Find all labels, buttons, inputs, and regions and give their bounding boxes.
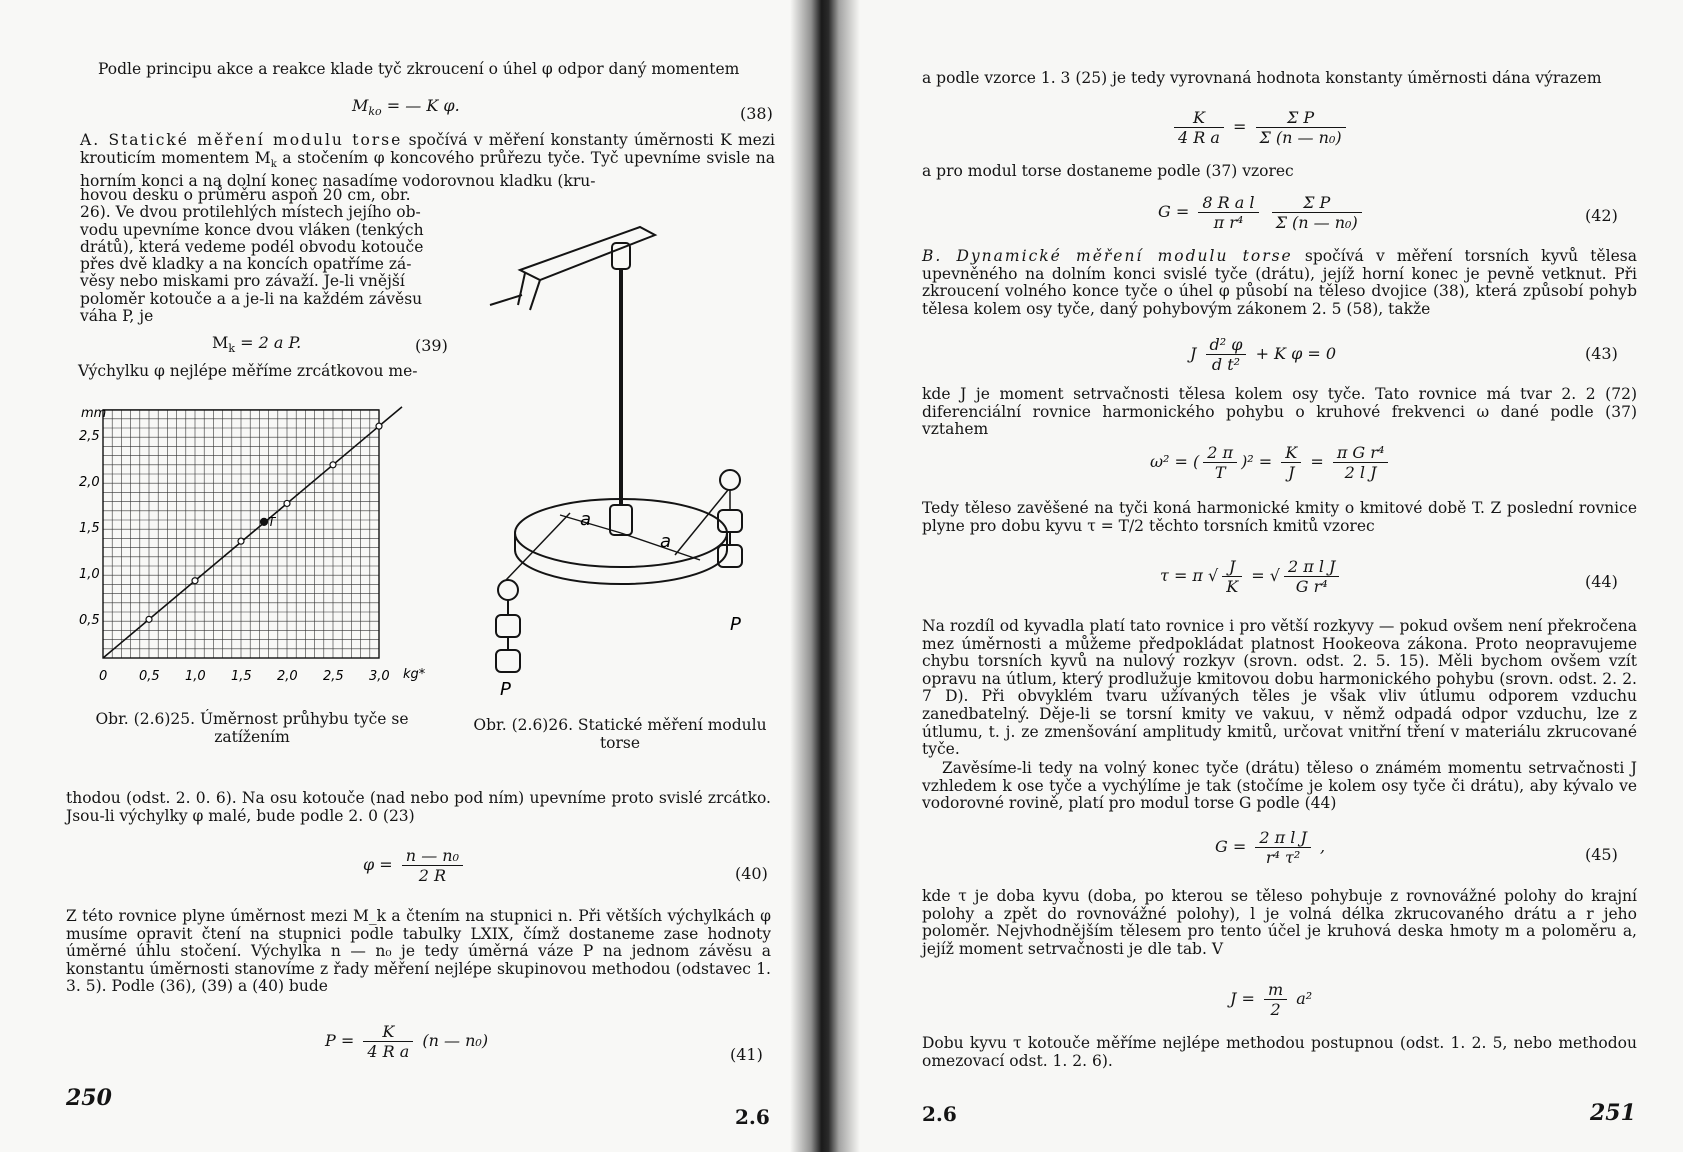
y-tick: 2,0 [79, 475, 100, 490]
data-point [192, 578, 198, 584]
radius-label-a: a [580, 509, 592, 530]
column-line: přes dvě kladky a na koncích opatříme zá- [80, 255, 412, 274]
figure-26-caption: Obr. (2.6)26. Statické měření modulu torse [473, 716, 767, 752]
right-page [820, 0, 1683, 1152]
x-tick: 0 [99, 669, 108, 684]
bracket-arm [518, 273, 525, 305]
equation-41: P = $\frac{K}{\text{4 R a}}$ (n — n₀) [325, 1022, 489, 1061]
pulley-left [498, 580, 518, 600]
equation-42-number: (42) [1585, 206, 1618, 225]
equation-39-number: (39) [415, 336, 448, 355]
section-number-left: 2.6 [735, 1105, 770, 1129]
y-tick: 2,5 [79, 429, 100, 444]
graph-points [103, 407, 402, 658]
weight-left-2 [496, 650, 520, 672]
paragraph-kde-J: kde J je moment setrvačnosti tělesa kolem osy tyče. Tato rovnice má tvar 2. 2 (72) diferenciální rovnice harmonického pohybu o kruhové frekvenci ω dané podle (37) vztahem [922, 385, 1637, 439]
column-line: váha P, je [80, 307, 154, 326]
paragraph-zavesime: Zavěsíme-li tedy na volný konec tyče (drátu) těleso o známém momentu setrvačnosti J vzhledem k ose tyče a vychýlíme je tak (stočíme je kolem osy tyče či drátu), aby kývalo ve vodorovné rovině, platí pro modul torse G podle (44) [922, 759, 1637, 813]
x-tick: 1,5 [231, 669, 252, 684]
torsion-apparatus-figure [470, 215, 770, 700]
x-tick: 3,0 [369, 669, 390, 684]
paragraph-intro: Podle principu akce a reakce klade tyč zkroucení o úhel φ odpor daný momentem [98, 60, 740, 78]
equation-39: $M_k = 2$ a P. [212, 333, 302, 356]
data-point [330, 462, 336, 468]
equation-43: J $\frac{\text{d² φ}}{\text{d t²}}$ + K φ = 0 [1190, 335, 1337, 374]
data-point [238, 538, 244, 544]
equation-45: G = $\frac{\text{2 π l J}}{\text{r⁴ τ²}}$ , [1215, 828, 1326, 867]
paragraph-modul-torse: a pro modul torse dostaneme podle (37) vzorec [922, 162, 1294, 180]
equation-omega: ω² = ( $\frac{2 \pi}{T}$ )² = $\frac{K}{J}$ = $\frac{\text{π G r⁴}}{\text{2 l J}}$ [1150, 443, 1392, 482]
x-tick: 2,0 [277, 669, 298, 684]
equation-38: $M_{ko}$ = — K φ. [352, 96, 460, 119]
data-point [376, 423, 382, 429]
equation-38-number: (38) [740, 104, 773, 123]
column-line: hovou desku o průměru aspoň 20 cm, obr. [80, 186, 411, 204]
equation-41-number: (41) [730, 1045, 763, 1064]
column-line: 26). Ve dvou protilehlých místech jejího ob- [80, 203, 421, 222]
y-unit-label: mm [81, 406, 107, 421]
equation-44-number: (44) [1585, 572, 1618, 591]
wall-bracket [520, 227, 655, 280]
weight-left-1 [496, 615, 520, 637]
figure-25-caption: Obr. (2.6)25. Úměrnost průhybu tyče se zatížením [95, 710, 409, 746]
data-point [146, 616, 152, 622]
paragraph-podle-vzorce: a podle vzorce 1. 3 (25) je tedy vyrovnaná hodnota konstanty úměrnosti dána výrazem [922, 69, 1602, 87]
column-line: poloměr kotouče a a je-li na každém závěsu [80, 289, 423, 308]
column-line: vodu upevníme konce dvou vláken (tenkých [80, 220, 424, 239]
paragraph-thodou: thodou (odst. 2. 0. 6). Na osu kotouče (nad nebo pod ním) upevníme proto svislé zrcátko. Jsou-li výchylky φ malé, bude podle 2. 0 (23) [66, 789, 771, 825]
equation-43-number: (43) [1585, 344, 1618, 363]
weight-label-P: P [730, 614, 741, 635]
equation-J: J = $\frac{m}{2}$ a² [1230, 980, 1313, 1019]
paragraph-B: B. Dynamické měření modulu torse spočívá v měření torsních kyvů tělesa upevněného na dolním konci svislé tyče (drátu), jejíž horní konec je pevně vetknut. Při zkroucení volného konce tyče o úhel φ působí na těleso dvojice (38), která způsobí pohyb tělesa kolem osy tyče, daný pohybovým zákonem 2. 5 (58), takže [922, 247, 1637, 318]
point-label-T: T [268, 515, 276, 529]
paragraph-z-teto: Z této rovnice plyne úměrnost mezi M_k a čtením na stupnici n. Při větších výchylkách φ musíme opravit čtení na stupnici podle tabulky LXIX, čímž dostaneme zase hodnoty úměrné úhlu stočení. Výchylka n — n₀ je tedy úměrná váze P na jednom závěsu a konstantu úměrnosti stanovíme z řady měření nejlépe skupinovou methodou (odstavec 1. 3. 5). Podle (36), (39) a (40) bude [66, 907, 771, 996]
x-unit-label: kg* [403, 667, 426, 682]
y-tick: 0,5 [79, 613, 100, 628]
equation-40: φ = $\frac{\text{n — n₀}}{2 R}$ [363, 846, 467, 885]
graph-grid [103, 410, 379, 658]
x-tick: 1,0 [185, 669, 206, 684]
paragraph-dobu-kyvu: Dobu kyvu τ kotouče měříme nejlépe methodou postupnou (odst. 1. 2. 5, nebo methodou omezovací odst. 1. 2. 6). [922, 1034, 1637, 1070]
data-point [284, 500, 290, 506]
pulley-right [720, 470, 740, 490]
left-page [0, 0, 820, 1152]
x-tick: 0,5 [139, 669, 160, 684]
equation-45-number: (45) [1585, 845, 1618, 864]
y-tick: 1,0 [79, 567, 100, 582]
weight-right-2 [718, 545, 742, 567]
x-tick: 2,5 [323, 669, 344, 684]
page-number-right: 251 [1590, 1100, 1636, 1126]
section-number-right: 2.6 [922, 1102, 957, 1126]
equation-42: G = $\frac{\text{8 R a l}}{\text{π r⁴}}$ $\frac{\text{Σ P}}{\text{Σ (n — n₀)}}$ [1158, 193, 1366, 232]
paragraph-kde-tau: kde τ je doba kyvu (doba, po kterou se těleso pohybuje z rovnovážné polohy do krajní polohy a zpět do rovnovážné polohy), l je volná délka zkrucovaného drátu a r jeho poloměr. Nejvhodnějším tělesem pro tento účel je kruhová deska hmoty m a poloměru a, jejíž moment setrvačnosti je dle tab. V [922, 887, 1637, 958]
paragraph-tedy-teleso: Tedy těleso zavěšené na tyči koná harmonické kmity o kmitové době T. Z poslední rovnice plyne pro dobu kyvu τ = T/2 těchto torsních kmitů vzorec [922, 499, 1637, 535]
equation-44: τ = π √ $\frac{J}{K}$ = √ $\frac{\text{2 π l J}}{\text{G r⁴}}$ [1160, 557, 1343, 596]
equation-K-ratio: $\frac{K}{\text{4 R a}}$ = $\frac{\text{Σ P}}{\text{Σ (n — n₀)}}$ [1170, 108, 1350, 147]
y-tick: 1,5 [79, 521, 100, 536]
book-gutter [790, 0, 860, 1152]
weight-label-P: P [500, 679, 511, 700]
radius-label-a: a [660, 531, 672, 552]
column-line: věsy nebo miskami pro závaží. Je-li vnější [80, 272, 405, 291]
data-point [261, 518, 268, 525]
equation-40-number: (40) [735, 864, 768, 883]
page-number-left: 250 [66, 1085, 112, 1111]
paragraph-na-rozdil: Na rozdíl od kyvadla platí tato rovnice i pro větší rozkyvy — pokud ovšem není překročena mez úměrnosti a můžeme předpokládat platnost Hookeova zákona. Proto neopravujeme chybu torsních kyvů na nulový rozkyv (srovn. odst. 2. 5. 15). Měli bychom ovšem vzít opravu na útlum, který prodlužuje kmitovou dobu harmonického pohybu (srovn. odst. 2. 2. 7 D). Při obvyklém tvaru užívaných těles je však vliv útlumu odporem vzduchu zanedbatelný. Děje-li se torsní kmity ve vakuu, v němž odpadá odpor vzduchu, lze z útlumu, t. j. ze zmenšování amplitudy kmitů, určovat vnitřní tření v materiálu zkrucované tyče. [922, 617, 1637, 759]
proportionality-graph [75, 400, 426, 690]
paragraph-vychylku: Výchylku φ nejlépe měříme zrcátkovou me- [78, 362, 418, 380]
paragraph-A-column [80, 187, 455, 325]
paragraph-A: A. Statické měření modulu torse spočívá v měření konstanty úměrnosti K mezi krouticím momentem $M_k$ a stočením φ koncového průřezu tyče. Tyč upevníme svisle na horním konci a na dolní konec nasadíme vodorovnou kladku (kru- [80, 131, 775, 191]
column-line: drátů), která vedeme podél obvodu kotouče [80, 237, 424, 256]
